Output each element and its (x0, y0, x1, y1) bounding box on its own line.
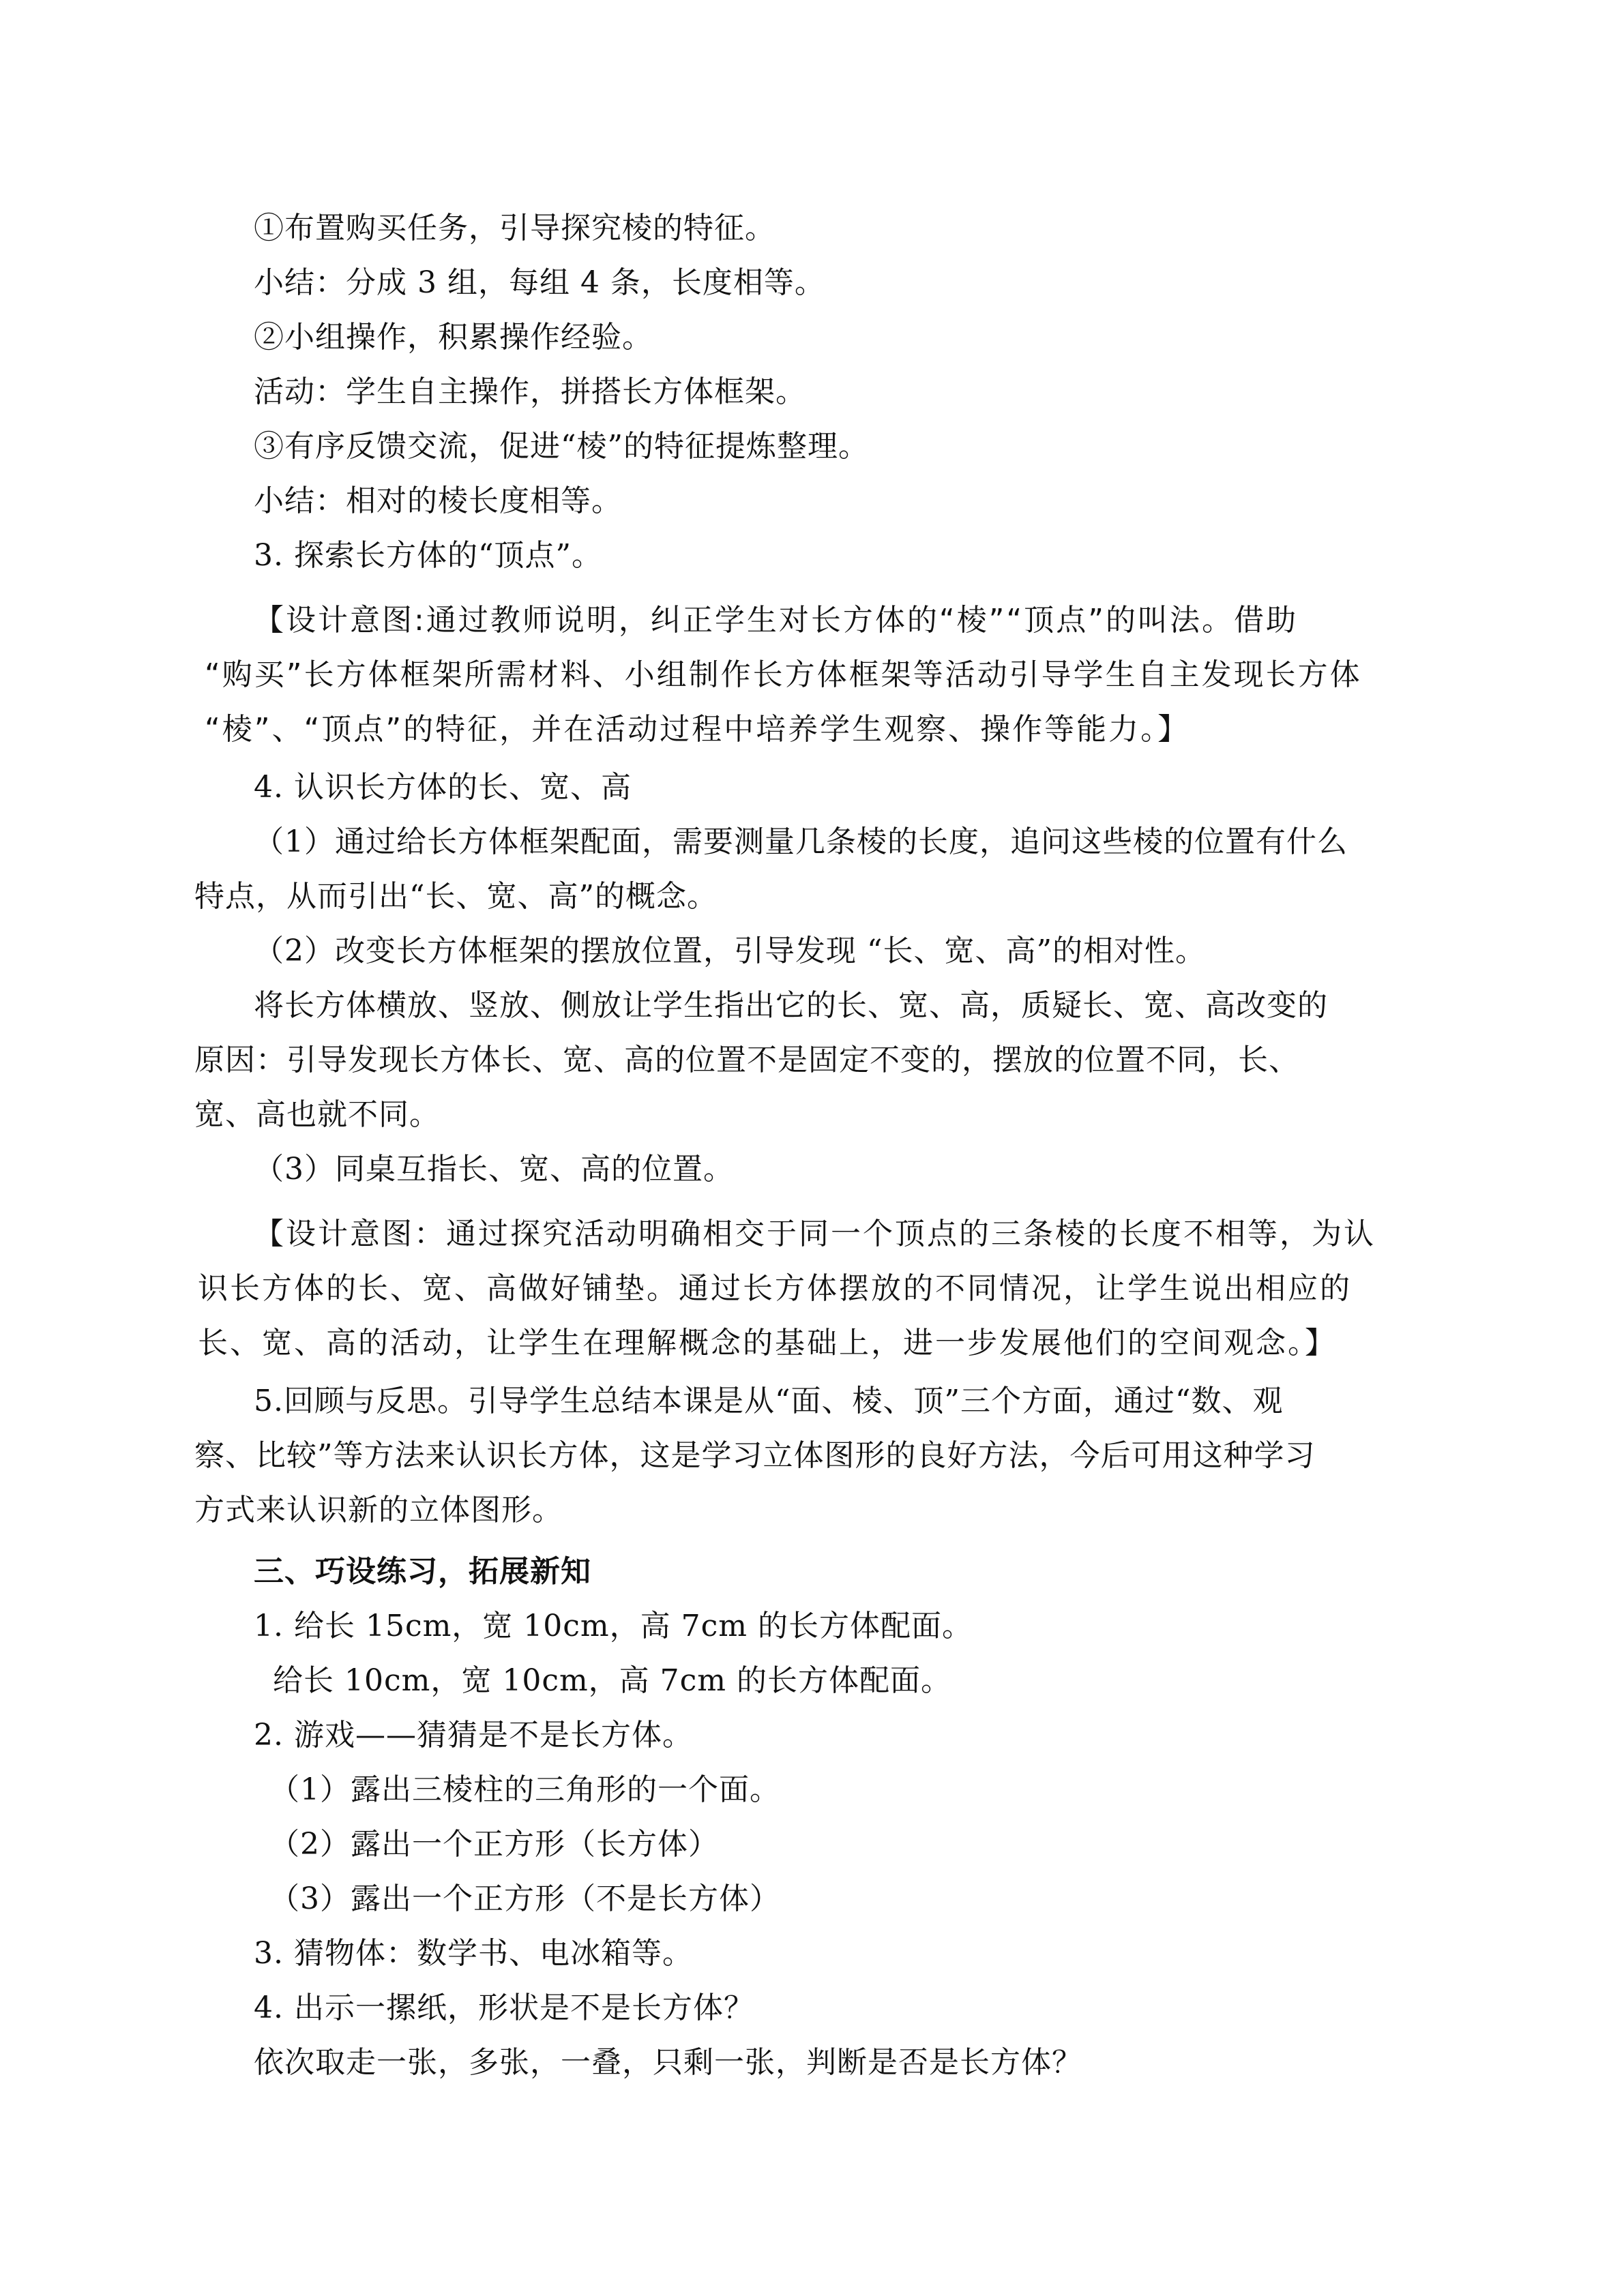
text-line: 1. 给长 15cm，宽 10cm，高 7cm 的长方体配面。 (254, 1609, 973, 1643)
text-line: 将长方体横放、竖放、侧放让学生指出它的长、宽、高，质疑长、宽、高改变的 (254, 988, 1328, 1023)
text-line: （3）同桌互指长、宽、高的位置。 (254, 1152, 734, 1187)
design-intent-note: 【设计意图：通过探究活动明确相交于同一个顶点的三条棱的长度不相等，为认 (254, 1217, 1376, 1251)
text-line: （2）露出一个正方形（长方体） (269, 1827, 719, 1862)
section-heading: 三、巧设练习，拓展新知 (254, 1554, 591, 1589)
text-line: 3. 猜物体：数学书、电冰箱等。 (254, 1936, 693, 1971)
text-line: 给长 10cm，宽 10cm，高 7cm 的长方体配面。 (273, 1663, 952, 1698)
section-heading: 3. 探索长方体的“顶点”。 (254, 538, 602, 573)
text-line: （3）露出一个正方形（不是长方体） (269, 1881, 780, 1916)
design-intent-note: “棱”、“顶点”的特征，并在活动过程中培养学生观察、操作等能力。】 (205, 712, 1190, 747)
design-intent-note: “购买”长方体框架所需材料、小组制作长方体框架等活动引导学生自主发现长方体 (205, 657, 1362, 692)
text-line: 2. 游戏——猜猜是不是长方体。 (254, 1718, 693, 1753)
text-line: 小结：相对的棱长度相等。 (254, 483, 622, 518)
section-heading: 4. 认识长方体的长、宽、高 (254, 770, 632, 805)
text-line: 原因：引导发现长方体长、宽、高的位置不是固定不变的，摆放的位置不同，长、 (194, 1043, 1299, 1077)
text-line: 宽、高也就不同。 (194, 1097, 440, 1132)
text-line: 依次取走一张，多张，一叠，只剩一张，判断是否是长方体？ (254, 2045, 1082, 2080)
text-line: 4. 出示一摞纸，形状是不是长方体？ (254, 1991, 754, 2025)
text-line: 察、比较”等方法来认识长方体，这是学习立体图形的良好方法，今后可用这种学习 (194, 1438, 1316, 1473)
text-line: ②小组操作，积累操作经验。 (254, 320, 653, 355)
text-line: 方式来认识新的立体图形。 (194, 1493, 563, 1527)
text-line: （2）改变长方体框架的摆放位置，引导发现 “长、宽、高”的相对性。 (254, 934, 1206, 968)
text-line: 小结：分成 3 组，每组 4 条，长度相等。 (254, 265, 825, 300)
design-intent-note: 识长方体的长、宽、高做好铺垫。通过长方体摆放的不同情况，让学生说出相应的 (198, 1271, 1352, 1306)
text-line: （1）通过给长方体框架配面，需要测量几条棱的长度，追问这些棱的位置有什么 (254, 824, 1348, 859)
text-line: ③有序反馈交流，促进“棱”的特征提炼整理。 (254, 429, 869, 464)
text-line: 特点，从而引出“长、宽、高”的概念。 (194, 879, 718, 914)
text-line: （1）露出三棱柱的三角形的一个面。 (269, 1772, 780, 1807)
text-line: ①布置购买任务，引导探究棱的特征。 (254, 211, 776, 245)
design-intent-note: 【设计意图:通过教师说明，纠正学生对长方体的“棱”“顶点”的叫法。借助 (254, 603, 1299, 638)
text-line: 活动：学生自主操作，拼搭长方体框架。 (254, 374, 806, 409)
text-line: 5.回顾与反思。引导学生总结本课是从“面、棱、顶”三个方面，通过“数、观 (254, 1384, 1284, 1418)
design-intent-note: 长、宽、高的活动，让学生在理解概念的基础上，进一步发展他们的空间观念。】 (198, 1326, 1337, 1360)
